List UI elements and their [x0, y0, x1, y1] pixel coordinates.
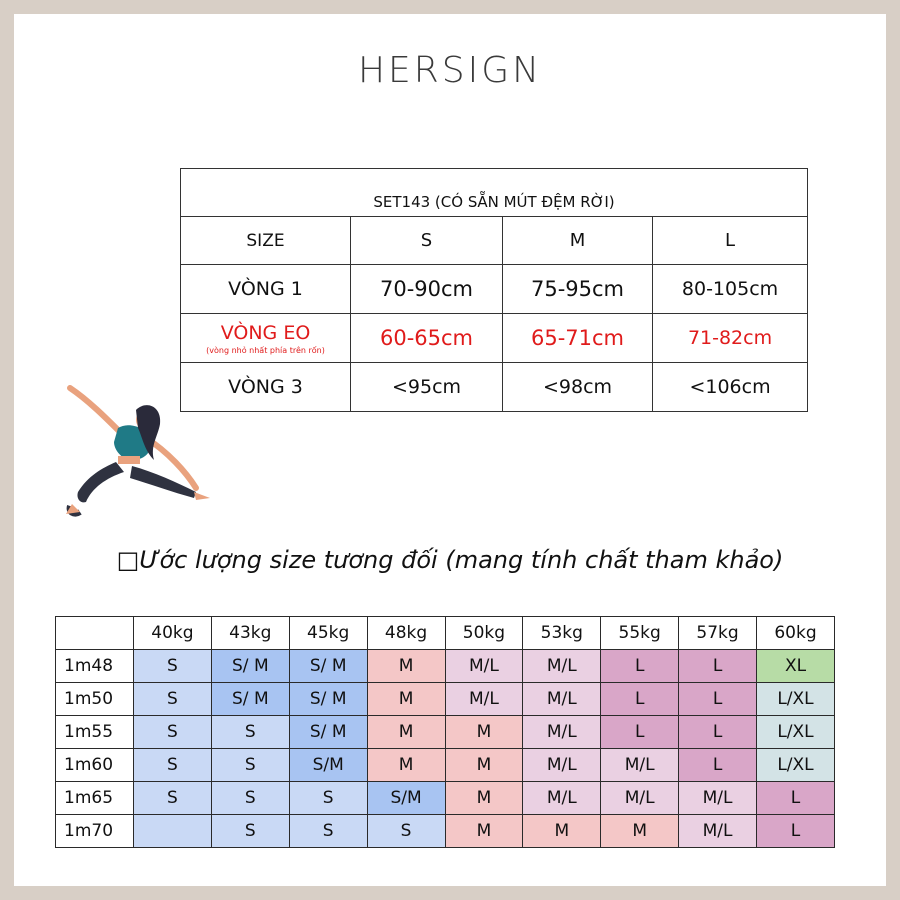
size-cell: M/L — [601, 782, 679, 815]
cell-value: 75-95cm — [503, 265, 653, 314]
size-table-title-row — [181, 169, 808, 217]
size-cell: L — [601, 683, 679, 716]
height-header: 1m60 — [56, 749, 134, 782]
size-cell: L — [601, 716, 679, 749]
size-cell: S — [289, 782, 367, 815]
cell-value: 65-71cm — [503, 314, 653, 363]
corner-cell — [56, 617, 134, 650]
header-l: L — [653, 217, 808, 265]
brand-logo: HERSIGN — [357, 50, 543, 91]
size-table-title: SET143 (CÓ SẴN MÚT ĐỆM RỜI) — [181, 169, 808, 217]
size-cell: M — [601, 815, 679, 848]
row-vong-eo — [181, 314, 808, 363]
weight-header: 45kg — [289, 617, 367, 650]
header-m: M — [503, 217, 653, 265]
weight-header: 48kg — [367, 617, 445, 650]
size-cell: L — [679, 683, 757, 716]
row-label: VÒNG 1 — [181, 265, 351, 314]
size-cell: M — [367, 716, 445, 749]
size-cell: M — [445, 815, 523, 848]
size-cell: S/ M — [211, 683, 289, 716]
size-cell: M — [445, 749, 523, 782]
size-cell: M — [523, 815, 601, 848]
weight-header: 43kg — [211, 617, 289, 650]
size-cell: M/L — [523, 749, 601, 782]
size-cell: L — [679, 650, 757, 683]
height-header: 1m55 — [56, 716, 134, 749]
size-table — [180, 168, 808, 412]
cell-value: <95cm — [351, 363, 503, 412]
weight-header: 57kg — [679, 617, 757, 650]
size-cell: S — [134, 782, 212, 815]
size-table-header-row — [181, 217, 808, 265]
size-cell: M/L — [601, 749, 679, 782]
size-cell: S/ M — [211, 650, 289, 683]
size-cell: M/L — [523, 683, 601, 716]
estimate-row — [56, 683, 835, 716]
cell-value: 71-82cm — [653, 314, 808, 363]
size-cell: M/L — [523, 650, 601, 683]
estimate-row — [56, 650, 835, 683]
yoga-woman-illustration — [58, 380, 218, 520]
size-cell: S/ M — [289, 683, 367, 716]
weight-header: 55kg — [601, 617, 679, 650]
size-cell: M — [367, 749, 445, 782]
cell-value: 80-105cm — [653, 265, 808, 314]
height-header: 1m48 — [56, 650, 134, 683]
weight-header: 50kg — [445, 617, 523, 650]
size-cell: S/M — [289, 749, 367, 782]
header-s: S — [351, 217, 503, 265]
size-cell: S/ M — [289, 650, 367, 683]
estimate-row — [56, 716, 835, 749]
estimate-header-row — [56, 617, 835, 650]
size-cell: M/L — [679, 782, 757, 815]
header-size: SIZE — [181, 217, 351, 265]
size-cell: S — [367, 815, 445, 848]
row-label-cell — [181, 314, 351, 363]
size-cell: S/M — [367, 782, 445, 815]
cell-value: 70-90cm — [351, 265, 503, 314]
estimate-table — [55, 616, 835, 848]
size-cell: S — [134, 650, 212, 683]
size-cell: XL — [757, 650, 835, 683]
height-header: 1m50 — [56, 683, 134, 716]
size-cell: S — [134, 683, 212, 716]
size-cell: S — [134, 716, 212, 749]
estimate-row — [56, 815, 835, 848]
size-cell: L/XL — [757, 716, 835, 749]
size-cell: S — [211, 716, 289, 749]
size-cell: M — [367, 650, 445, 683]
size-cell: L — [601, 650, 679, 683]
size-cell: M/L — [523, 716, 601, 749]
size-cell: M/L — [445, 683, 523, 716]
weight-header: 53kg — [523, 617, 601, 650]
size-cell: L — [757, 815, 835, 848]
size-cell: S — [289, 815, 367, 848]
size-cell: L — [757, 782, 835, 815]
weight-header: 40kg — [134, 617, 212, 650]
size-cell: M — [445, 716, 523, 749]
size-cell: L — [679, 716, 757, 749]
row-label: VÒNG EO — [220, 321, 311, 344]
estimate-caption: □Ước lượng size tương đối (mang tính chất tham khảo) — [116, 546, 784, 574]
weight-header: 60kg — [757, 617, 835, 650]
row-vong-3 — [181, 363, 808, 412]
row-label: VÒNG 3 — [181, 363, 351, 412]
cell-value: <106cm — [653, 363, 808, 412]
size-cell: M/L — [679, 815, 757, 848]
size-cell: M/L — [523, 782, 601, 815]
height-header: 1m70 — [56, 815, 134, 848]
size-cell — [134, 815, 212, 848]
size-cell: S/ M — [289, 716, 367, 749]
cell-value: <98cm — [503, 363, 653, 412]
size-cell: L/XL — [757, 683, 835, 716]
size-cell: S — [211, 815, 289, 848]
row-note: (vòng nhỏ nhất phía trên rốn) — [206, 345, 325, 355]
estimate-row — [56, 749, 835, 782]
estimate-row — [56, 782, 835, 815]
cell-value: 60-65cm — [351, 314, 503, 363]
size-cell: M — [367, 683, 445, 716]
height-header: 1m65 — [56, 782, 134, 815]
size-cell: L/XL — [757, 749, 835, 782]
size-cell: S — [211, 749, 289, 782]
size-cell: S — [134, 749, 212, 782]
size-cell: M/L — [445, 650, 523, 683]
size-cell: S — [211, 782, 289, 815]
row-vong-1 — [181, 265, 808, 314]
size-cell: M — [445, 782, 523, 815]
size-cell: L — [679, 749, 757, 782]
